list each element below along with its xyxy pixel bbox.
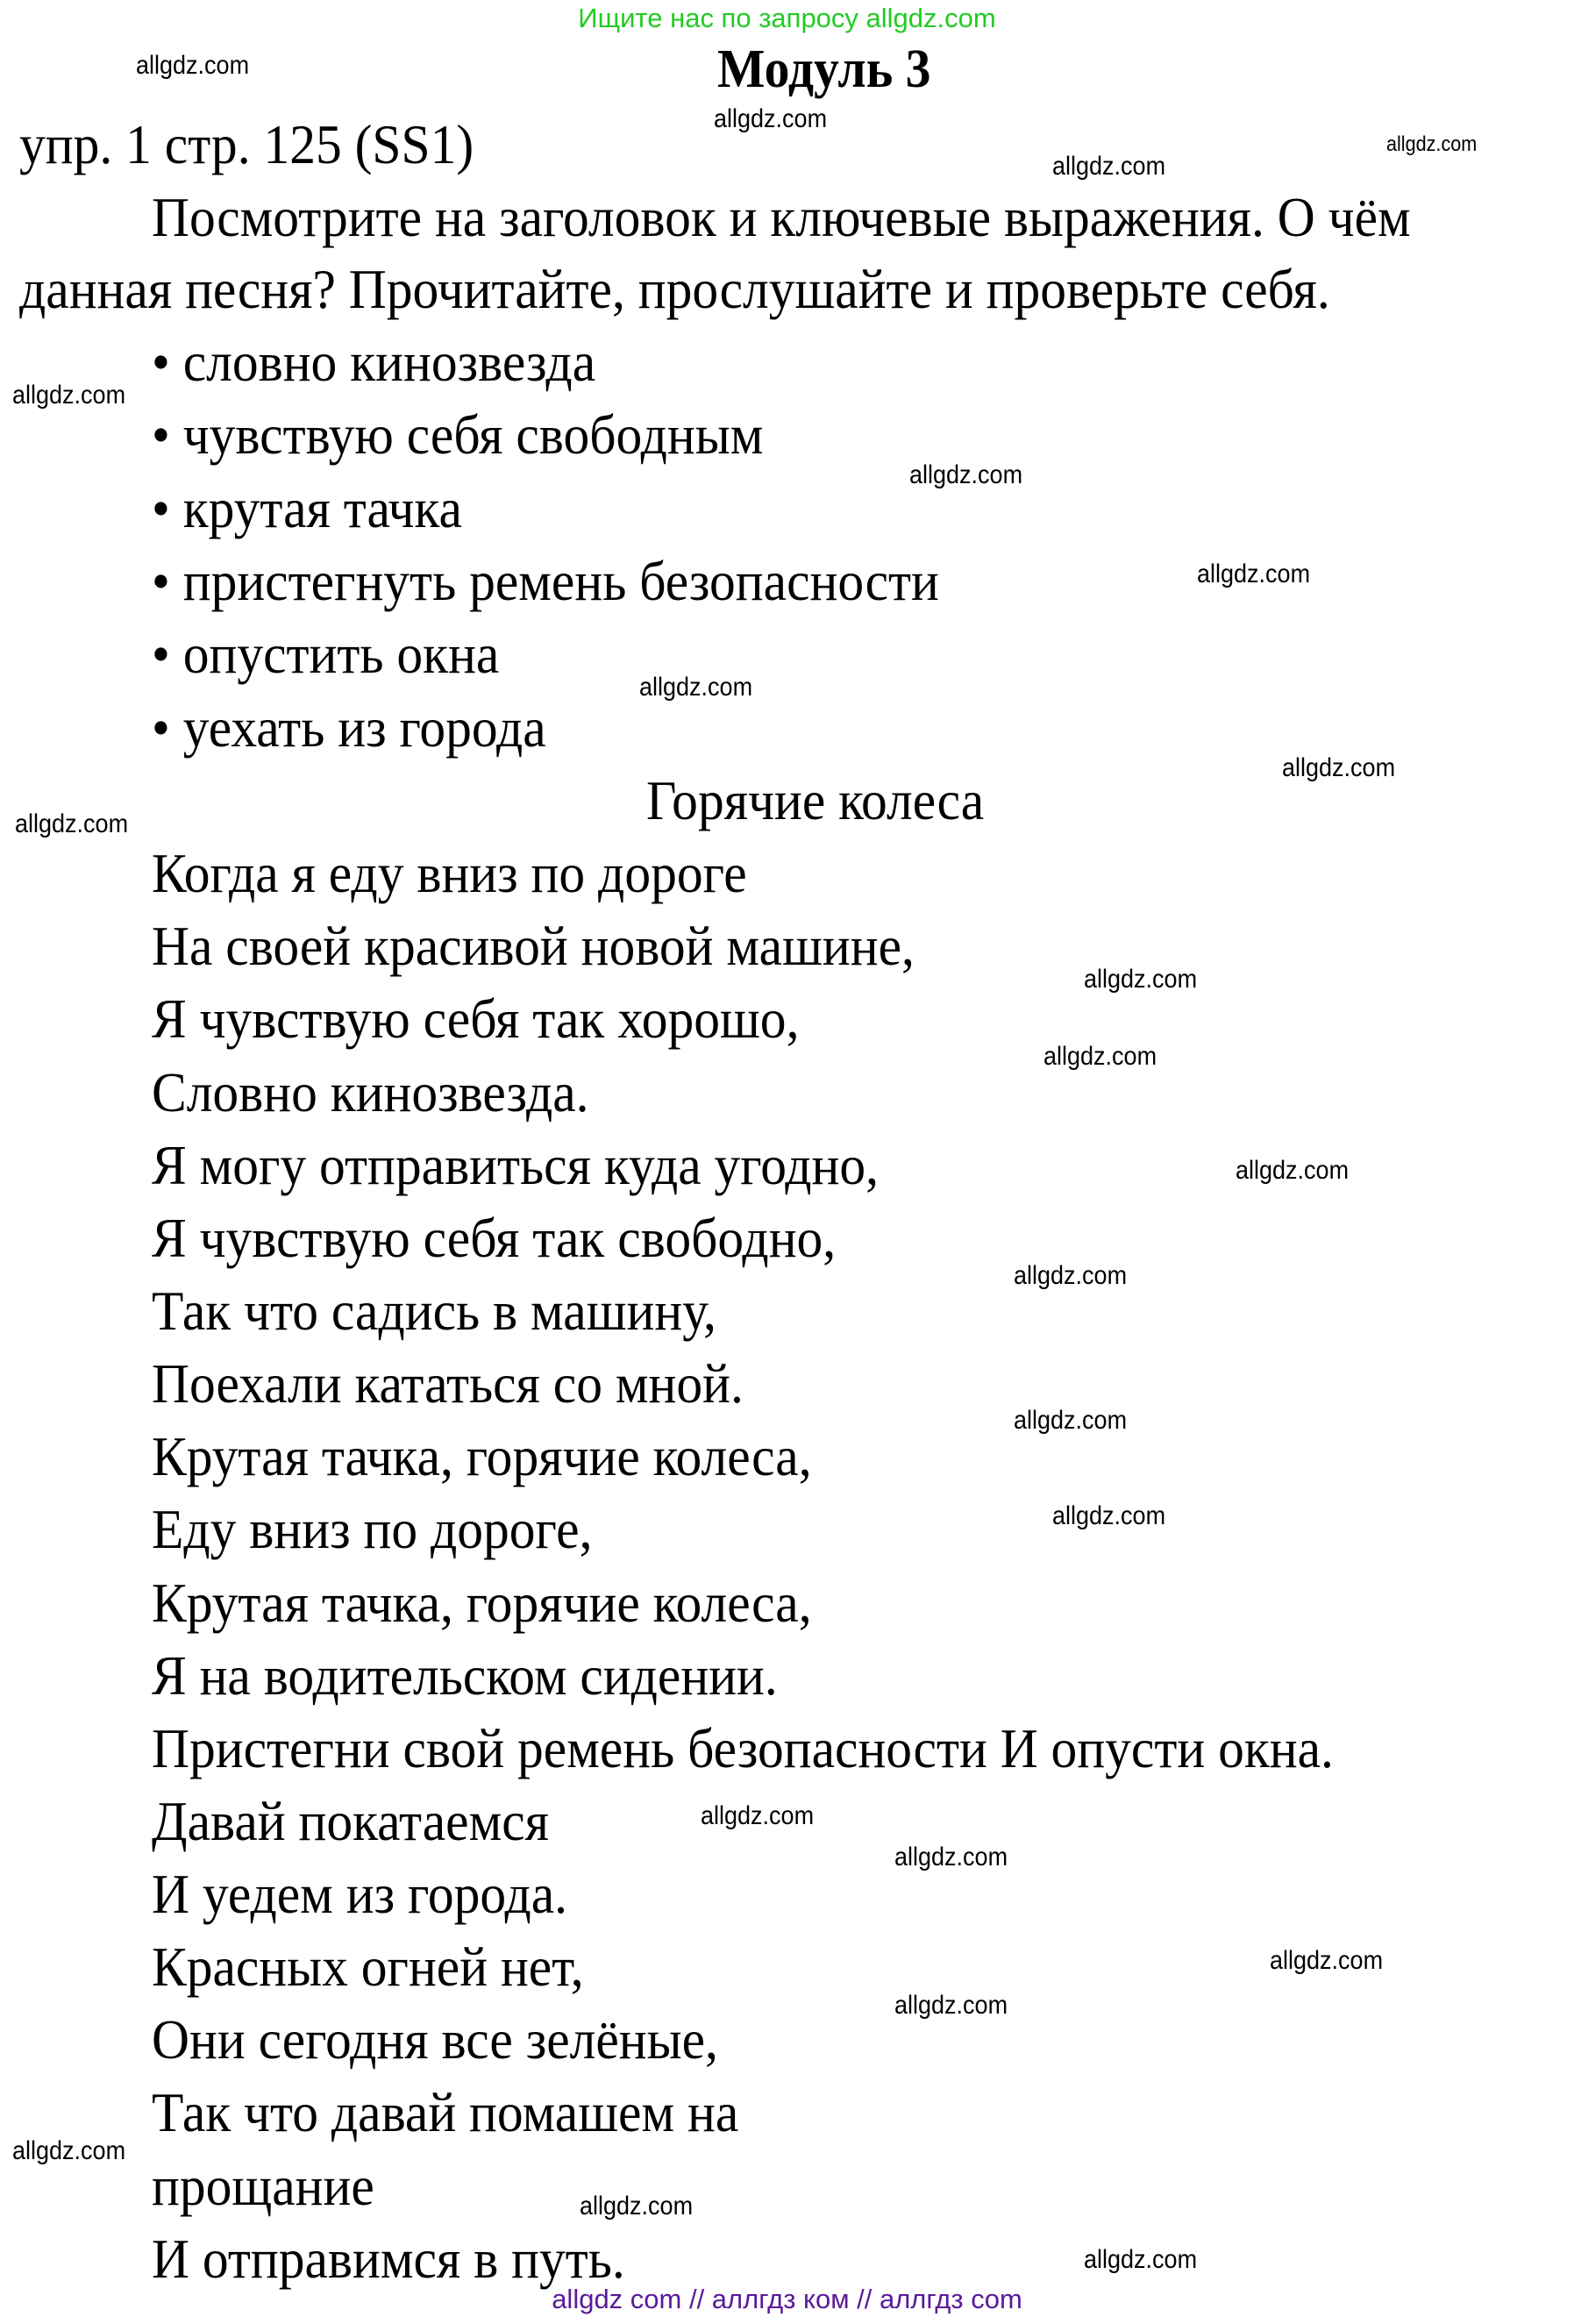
lyric-line: Когда я еду вниз по дороге [152,842,747,905]
lyric-line: И отправимся в путь. [152,2227,625,2290]
lyric-line: И уедем из города. [152,1863,568,1926]
search-banner[interactable]: Ищите нас по запросу allgdz.com [578,3,996,33]
lyric-line: Словно кинозвезда. [152,1060,589,1123]
instruction-line: данная песня? Прочитайте, прослушайте и проверьте себя. [19,257,1330,320]
key-phrase: • уехать из города [152,695,546,759]
watermark-text: allgdz.com [1043,1042,1157,1072]
watermark-text: allgdz.com [1052,152,1166,182]
watermark-text: allgdz.com [1083,2245,1197,2275]
lyric-line: Пристегни свой ремень безопасности И опусти окна. [152,1716,1334,1779]
lyric-line: На своей красивой новой машине, [152,915,915,978]
lyric-line: Поехали кататься со мной. [152,1352,744,1415]
lyric-line: Давай покатаемся [152,1789,550,1852]
watermark-text: allgdz.com [1083,964,1197,994]
key-phrase: • чувствую себя свободным [152,403,764,467]
watermark-text: allgdz.com [11,2136,125,2166]
lyric-line: Они сегодня все зелёные, [152,2008,718,2071]
watermark-text: allgdz.com [1236,1155,1350,1185]
key-phrase: • пристегнуть ремень безопасности [152,550,939,612]
watermark-text: allgdz.com [1282,752,1396,782]
lyric-line: Я могу отправиться куда угодно, [152,1133,880,1196]
watermark-text: allgdz.com [1052,1501,1166,1530]
watermark-text: allgdz.com [1197,559,1311,588]
watermark-text: allgdz.com [1014,1406,1128,1436]
watermark-text: allgdz.com [580,2192,694,2221]
lyric-line: Я на водительском сидении. [152,1643,778,1707]
watermark-text: allgdz.com [639,672,753,702]
key-phrase: • крутая тачка [152,476,462,539]
exercise-label: упр. 1 стр. 125 (SS1) [19,112,474,175]
lyric-line: прощание [152,2154,374,2217]
lyric-line: Еду вниз по дороге, [152,1498,593,1561]
watermark-text: allgdz.com [894,1843,1008,1872]
lyric-line: Так что садись в машину, [152,1279,716,1342]
watermark-text: allgdz.com [714,104,828,133]
watermark-text: allgdz.com [1386,132,1478,156]
watermark-text: allgdz.com [1270,1945,1384,1975]
watermark-text: allgdz.com [1014,1261,1128,1291]
key-phrase: • словно кинозвезда [152,331,596,394]
lyric-line: Я чувствую себя так хорошо, [152,987,800,1051]
watermark-text: allgdz.com [894,1990,1008,2020]
watermark-text: allgdz.com [701,1800,815,1830]
lyric-line: Я чувствую себя так свободно, [152,1206,837,1269]
page-title: Модуль 3 [717,39,931,99]
lyric-line: Крутая тачка, горячие колеса, [152,1571,812,1634]
watermark-text: allgdz.com [135,50,249,80]
key-phrase: • опустить окна [152,623,500,686]
lyric-line: Так что давай помашем на [152,2081,739,2144]
watermark-text: allgdz.com [11,380,125,410]
lyric-line: Крутая тачка, горячие колеса, [152,1425,812,1488]
watermark-text: allgdz.com [15,809,129,839]
watermark-text: allgdz.com [909,460,1023,490]
lyric-line: Красных огней нет, [152,1935,584,1999]
footer-links[interactable]: allgdz com // аллгдз ком // аллгдз com [552,2284,1022,2314]
instruction-line: Посмотрите на заголовок и ключевые выражения. О чём [152,186,1411,249]
song-title: Горячие колеса [646,768,985,831]
